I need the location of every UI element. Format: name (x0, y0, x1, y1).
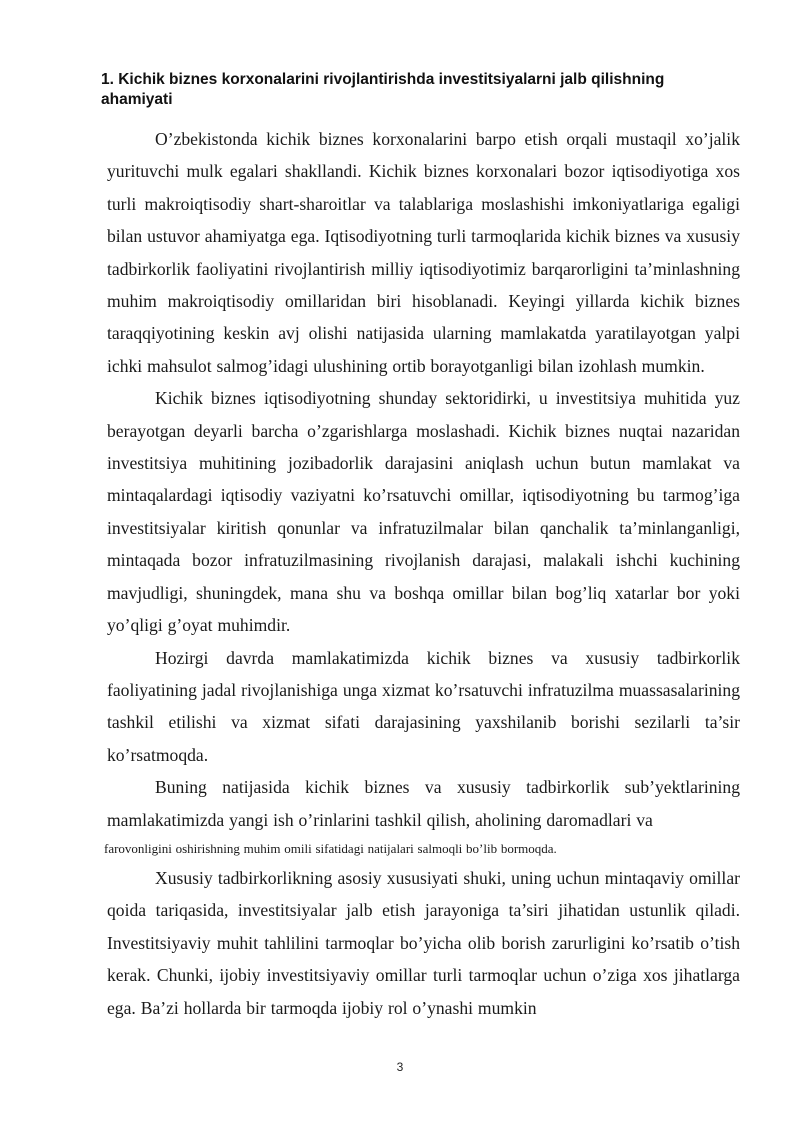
paragraph-4-small: farovonligini oshirishning muhim omili sifatidagi natijalari salmoqli bo’lib bormoqda. (104, 840, 557, 856)
paragraph-4-main: Buning natijasida kichik biznes va xususiy tadbirkorlik sub’yektlarining mamlakatimizda yangi ish o’rinlarini tashkil qilish, aholining daromadlari va (107, 777, 740, 830)
paragraph-4 (104, 771, 740, 862)
paragraph-3: Hozirgi davrda mamlakatimizda kichik biznes va xususiy tadbirkorlik faoliyatining jadal rivojlanishiga unga xizmat ko’rsatuvchi infratuzilma muassasalarining tashkil etilishi va xizmat sifati darajasining yaxshilanib borishi sezilarli ta’sir ko’rsatmoqda. (107, 647, 740, 765)
body-text (104, 123, 740, 1024)
page-number: 3 (396, 1060, 404, 1074)
paragraph-1: O’zbekistonda kichik biznes korxonalarini barpo etish orqali mustaqil xo’jalik yurituvchi mulk egalari shakllandi. Kichik biznes korxonalari bozor iqtisodiyotiga xos turli makroiqtisodiy shart-sharoitlar va talablariga moslashishi imkoniyatlariga egaligi bilan ustuvor ahamiyatga ega. Iqtisodiyotning turli tarmoqlarida kichik biznes va xususiy tadbirkorlik faoliyatini rivojlantirish milliy iqtisodiyotimiz barqarorligini ta’minlashning muhim makroiqtisodiy omillaridan biri hisoblanadi. Keyingi yillarda kichik biznes taraqqiyotining keskin avj olishi natijasida ularning mamlakatda yaratilayotgan yalpi ichki mahsulot salmog’idagi ulushining ortib borayotganligi bilan izohlash mumkin. (107, 129, 740, 376)
paragraph-5: Xususiy tadbirkorlikning asosiy xususiyati shuki, uning uchun mintaqaviy omillar qoida tariqasida, investitsiyalar jalb etish jarayoniga ta’siri jihatidan ustunlik qiladi. Investitsiyaviy muhit tahlilini tarmoqlar bo’yicha olib borish zarurligini ko’rsatib o’tish kerak. Chunki, ijobiy investitsiyaviy omillar turli tarmoqlar uchun o’ziga xos jihatlarga ega. Ba’zi hollarda bir tarmoqda ijobiy rol o’ynashi mumkin (107, 867, 740, 1018)
section-heading: 1. Kichik biznes korxonalarini rivojlantirishda investitsiyalarni jalb qilishning ahamiyati (101, 71, 665, 108)
paragraph-2: Kichik biznes iqtisodiyotning shunday sektoridirki, u investitsiya muhitida yuz berayotgan deyarli barcha o’zgarishlarga moslashadi. Kichik biznes nuqtai nazaridan investitsiya muhitining jozibadorlik darajasini aniqlash uchun butun mamlakat va mintaqalardagi iqtisodiy vaziyatni ko’rsatuvchi omillar, iqtisodiyotning bu tarmog’iga investitsiyalar kiritish qonunlar va infratuzilmalar bilan qanchalik ta’minlanganligi, mintaqada bozor infratuzilmasining rivojlanish darajasi, malakali ishchi kuchining mavjudligi, shuningdek, mana shu va boshqa omillar bilan bog’liq xatarlar bor yoki yo’qligi g’oyat muhimdir. (107, 388, 740, 636)
